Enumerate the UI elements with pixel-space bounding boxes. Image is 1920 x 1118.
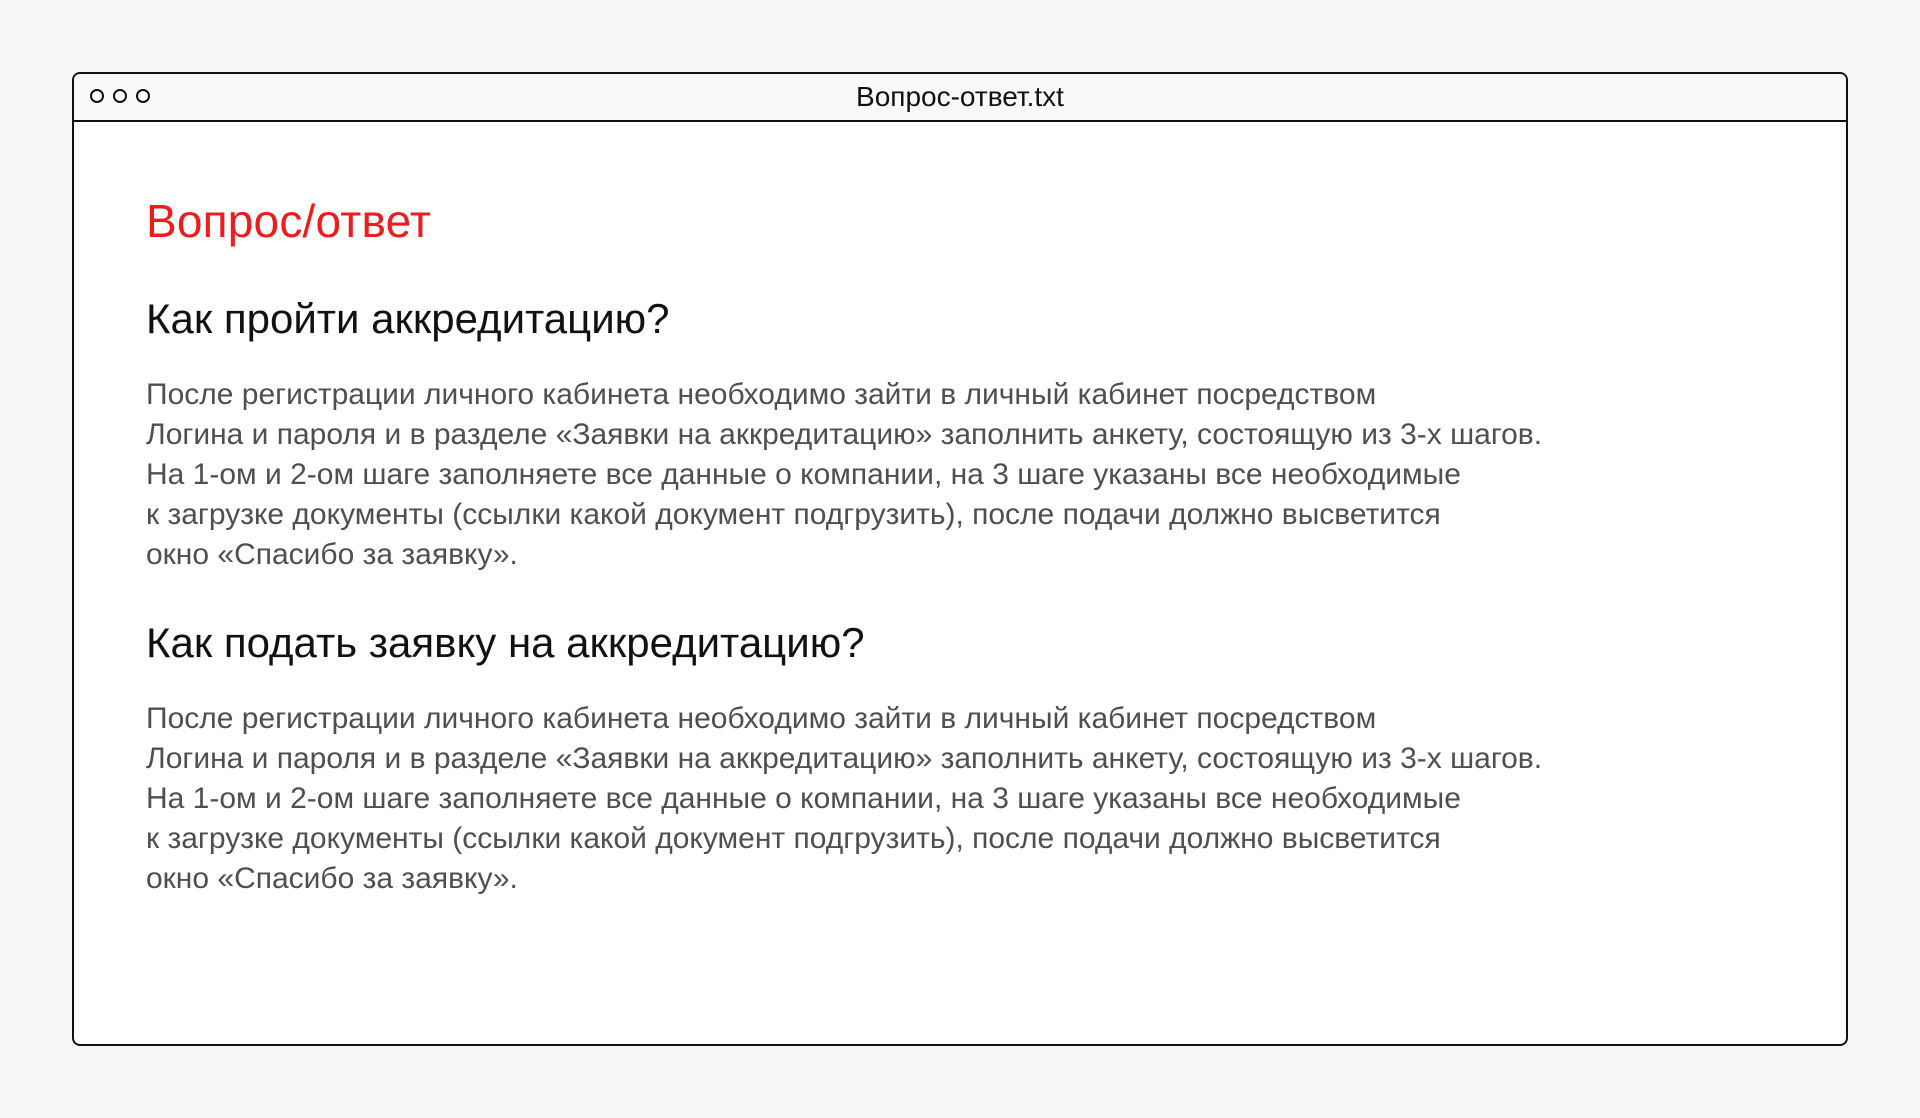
document-window: [72, 72, 1848, 1046]
faq-answer-line: После регистрации личного кабинета необходимо зайти в личный кабинет посредством: [146, 377, 1377, 411]
faq-answer-line: окно «Спасибо за заявку».: [146, 537, 518, 571]
faq-answer: [146, 375, 1784, 575]
faq-answer-line: Логина и пароля и в разделе «Заявки на аккредитацию» заполнить анкету, состоящую из 3-х шагов.: [146, 742, 1543, 776]
window-title: Вопрос-ответ.txt: [856, 81, 1064, 112]
faq-answer-line: к загрузке документы (ссылки какой документ подгрузить), после подачи должно высветится: [146, 497, 1441, 531]
faq-item: [146, 295, 1784, 575]
faq-answer: [146, 699, 1784, 899]
faq-item: [146, 619, 1784, 899]
document-content: [146, 196, 1784, 943]
faq-answer-line: Логина и пароля и в разделе «Заявки на аккредитацию» заполнить анкету, состоящую из 3-х шагов.: [146, 417, 1543, 451]
faq-question: Как подать заявку на аккредитацию?: [146, 618, 865, 666]
faq-answer-line: окно «Спасибо за заявку».: [146, 862, 518, 896]
page-title: Вопрос/ответ: [146, 195, 432, 247]
faq-question: Как пройти аккредитацию?: [146, 294, 670, 342]
window-titlebar: [74, 74, 1846, 122]
faq-answer-line: На 1-ом и 2-ом шаге заполняете все данные о компании, на 3 шаге указаны все необходимые: [146, 782, 1461, 816]
faq-answer-line: После регистрации личного кабинета необходимо зайти в личный кабинет посредством: [146, 702, 1377, 736]
faq-answer-line: На 1-ом и 2-ом шаге заполняете все данные о компании, на 3 шаге указаны все необходимые: [146, 457, 1461, 491]
faq-answer-line: к загрузке документы (ссылки какой документ подгрузить), после подачи должно высветится: [146, 822, 1441, 856]
